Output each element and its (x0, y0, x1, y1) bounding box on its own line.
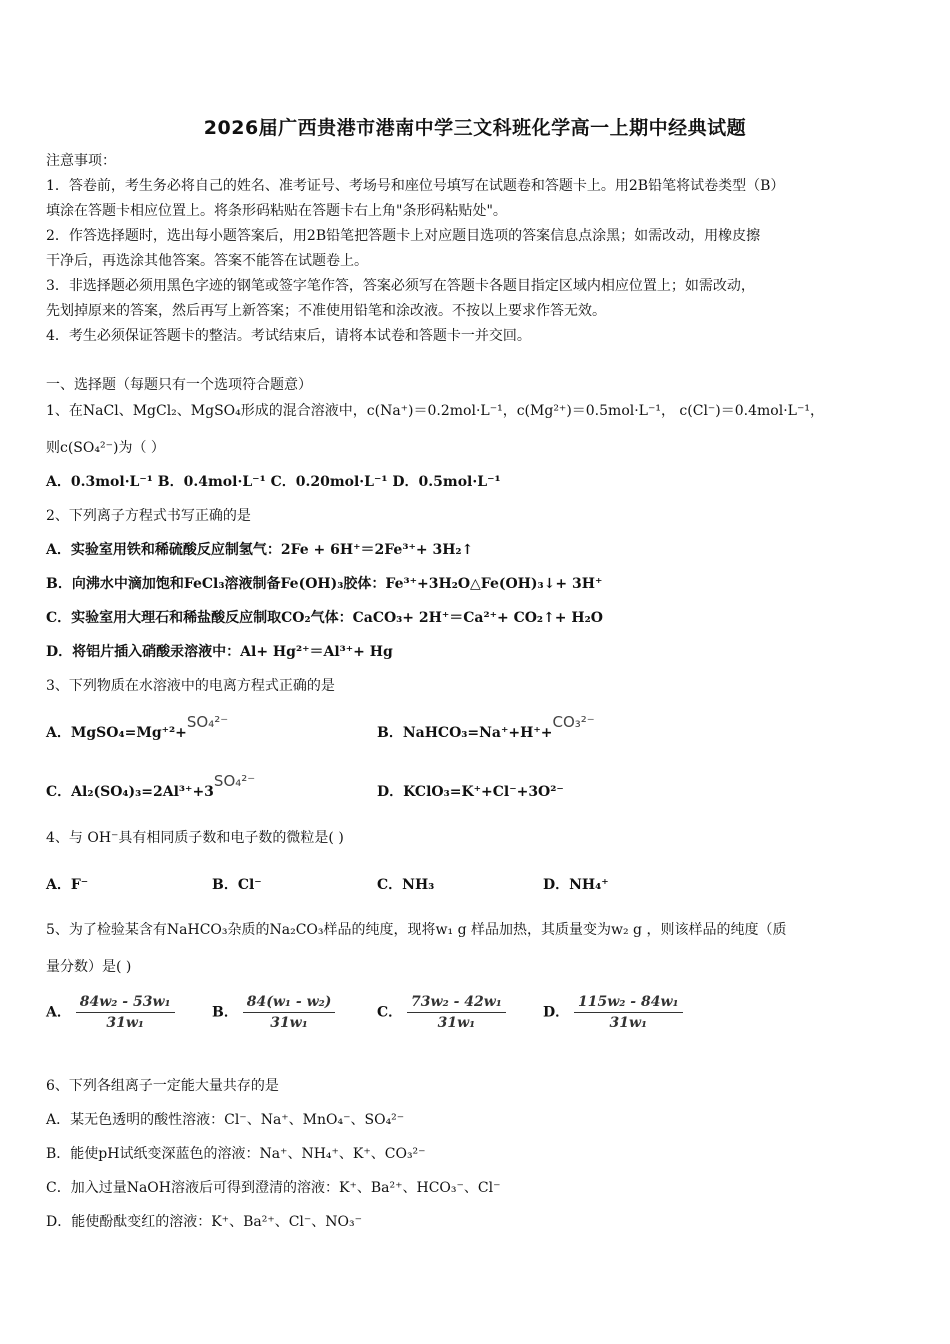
q5-option-b (212, 994, 335, 1031)
q5-option-d (543, 994, 683, 1031)
q3-option-c-text: C．Al₂(SO₄)₃=2Al³⁺+3 (46, 784, 214, 800)
q3-stem: 3、下列物质在水溶液中的电离方程式正确的是 (46, 678, 335, 694)
q1-options: A．0.3mol·L⁻¹ B．0.4mol·L⁻¹ C．0.20mol·L⁻¹ D．0.5mol·L⁻¹ (46, 474, 501, 490)
q2-option-b: B．向沸水中滴加饱和FeCl₃溶液制备Fe(OH)₃胶体：Fe³⁺+3H₂O△Fe(OH)₃↓+ 3H⁺ (46, 576, 603, 592)
q4-option-b: B．Cl⁻ (212, 877, 262, 893)
q4-option-a: A．F⁻ (46, 877, 89, 893)
exam-title: 2026届广西贵港市港南中学三文科班化学高一上期中经典试题 (203, 117, 747, 139)
q6-option-c: C．加入过量NaOH溶液后可得到澄清的溶液：K⁺、Ba²⁺、HCO₃⁻、Cl⁻ (46, 1180, 501, 1196)
fraction-numerator: 115w₂ - 84w₁ (574, 994, 683, 1013)
fraction-denominator: 31w₁ (106, 1015, 145, 1031)
fraction-denominator: 31w₁ (437, 1015, 476, 1031)
q1-stem-continued: 则c(SO₄²⁻)为（ ） (46, 440, 165, 456)
q3-option-a-text: A．MgSO₄=Mg⁺²+ (46, 725, 187, 741)
carbonate-ion: CO₃²⁻ (552, 713, 595, 731)
q5-option-b-fraction (243, 994, 336, 1031)
notice-line: 填涂在答题卡相应位置上。将条形码粘贴在答题卡右上角"条形码粘贴处"。 (46, 203, 507, 219)
q5-option-d-fraction (574, 994, 683, 1031)
q6-option-a: A．某无色透明的酸性溶液：Cl⁻、Na⁺、MnO₄⁻、SO₄²⁻ (46, 1112, 405, 1128)
sulfate-ion: SO₄²⁻ (186, 713, 229, 731)
q2-option-c: C．实验室用大理石和稀盐酸反应制取CO₂气体：CaCO₃+ 2H⁺＝Ca²⁺+ CO₂↑+ H₂O (46, 610, 603, 626)
q5-option-c (377, 994, 506, 1031)
q5-stem-continued: 量分数）是( ) (46, 959, 132, 975)
fraction-numerator: 73w₂ - 42w₁ (407, 994, 506, 1013)
notice-line: 干净后，再选涂其他答案。答案不能答在试题卷上。 (46, 253, 368, 269)
q1-stem: 1、在NaCl、MgCl₂、MgSO₄形成的混合溶液中，c(Na⁺)＝0.2mol·L⁻¹，c(Mg²⁺)＝0.5mol·L⁻¹， c(Cl⁻)＝0.4mol·L⁻¹， (46, 403, 824, 419)
q5-option-a-fraction (76, 994, 175, 1031)
fraction-numerator: 84w₂ - 53w₁ (76, 994, 175, 1013)
q3-option-b-text: B．NaHCO₃=Na⁺+H⁺+ (377, 725, 553, 741)
q4-option-c: C．NH₃ (377, 877, 435, 893)
notice-line: 4．考生必须保证答题卡的整洁。考试结束后，请将本试卷和答题卡一并交回。 (46, 328, 531, 344)
sulfate-ion: SO₄²⁻ (213, 772, 256, 790)
q4-stem: 4、与 OH⁻具有相同质子数和电子数的微粒是( ) (46, 830, 344, 846)
notice-line: 3．非选择题必须用黑色字迹的钢笔或签字笔作答，答案必须写在答题卡各题目指定区域内相应位置上；如需改动， (46, 278, 755, 294)
q4-option-d: D．NH₄⁺ (543, 877, 609, 893)
q3-option-d: D．KClO₃=K⁺+Cl⁻+3O²⁻ (377, 784, 564, 800)
fraction-numerator: 84(w₁ - w₂) (243, 994, 336, 1013)
q5-option-c-fraction (407, 994, 506, 1031)
q5-option-a (46, 994, 175, 1031)
notice-line: 1．答卷前，考生务必将自己的姓名、准考证号、考场号和座位号填写在试题卷和答题卡上。用2B铅笔将试卷类型（B） (46, 178, 785, 194)
q5-option-c-label: C． (377, 1004, 403, 1021)
q3-option-a (46, 713, 229, 742)
q6-option-b: B．能使pH试纸变深蓝色的溶液：Na⁺、NH₄⁺、K⁺、CO₃²⁻ (46, 1146, 426, 1162)
section-heading: 一、选择题（每题只有一个选项符合题意） (46, 377, 312, 393)
q2-option-a: A．实验室用铁和稀硫酸反应制氢气：2Fe + 6H⁺＝2Fe³⁺+ 3H₂↑ (46, 542, 474, 558)
notice-line: 2．作答选择题时，选出每小题答案后，用2B铅笔把答题卡上对应题目选项的答案信息点涂黑；如需改动，用橡皮擦 (46, 228, 761, 244)
q5-stem: 5、为了检验某含有NaHCO₃杂质的Na₂CO₃样品的纯度，现将w₁ g 样品加热，其质量变为w₂ g ，则该样品的纯度（质 (46, 922, 787, 938)
q5-option-d-label: D． (543, 1004, 570, 1021)
notice-line: 先划掉原来的答案，然后再写上新答案；不准使用铅笔和涂改液。不按以上要求作答无效。 (46, 303, 606, 319)
q3-option-c (46, 772, 256, 801)
q2-stem: 2、下列离子方程式书写正确的是 (46, 508, 251, 524)
q5-option-b-label: B． (212, 1004, 238, 1021)
q5-option-a-label: A． (46, 1004, 71, 1021)
fraction-denominator: 31w₁ (609, 1015, 648, 1031)
q2-option-d: D．将铝片插入硝酸汞溶液中：Al+ Hg²⁺＝Al³⁺+ Hg (46, 644, 393, 660)
q3-option-b (377, 713, 595, 742)
notice-header: 注意事项： (46, 153, 116, 169)
q6-stem: 6、下列各组离子一定能大量共存的是 (46, 1078, 279, 1094)
q6-option-d: D．能使酚酞变红的溶液：K⁺、Ba²⁺、Cl⁻、NO₃⁻ (46, 1214, 363, 1230)
fraction-denominator: 31w₁ (270, 1015, 308, 1031)
